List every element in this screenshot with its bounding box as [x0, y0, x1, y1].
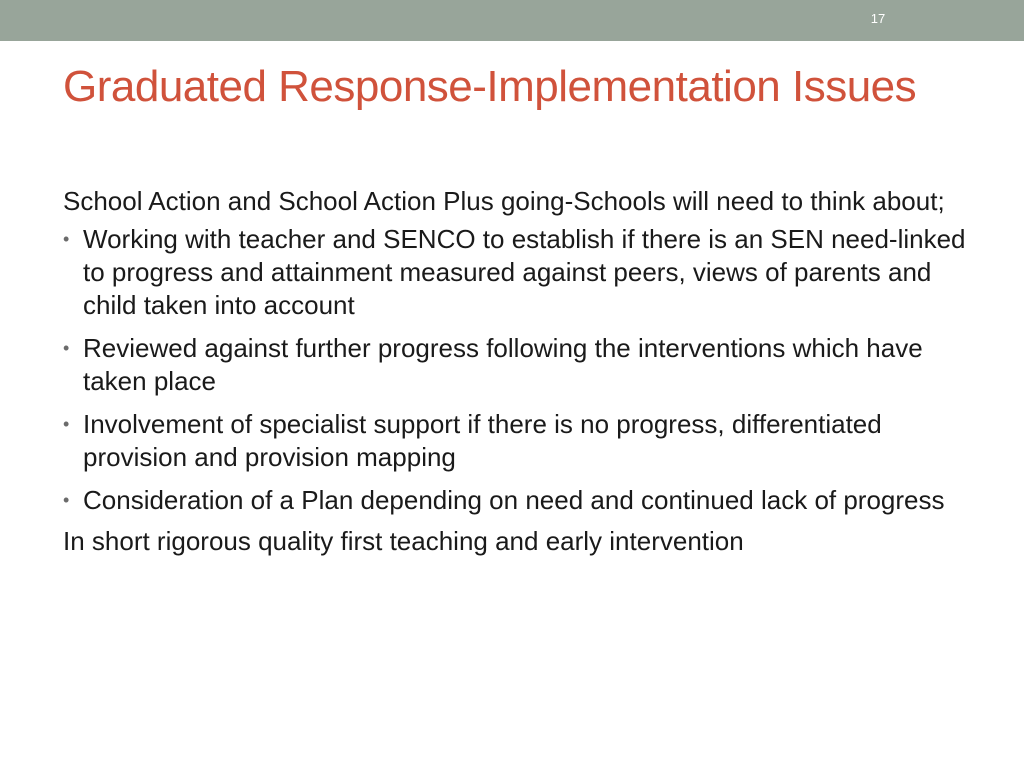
bullet-icon: •	[63, 338, 70, 358]
bullet-list	[63, 223, 983, 517]
slide-body	[63, 185, 983, 558]
slide-title: Graduated Response-Implementation Issues	[63, 62, 917, 111]
header-bar	[0, 0, 1024, 41]
list-item-text: Reviewed against further progress following the interventions which have taken place	[83, 333, 923, 396]
bullet-icon: •	[63, 229, 70, 249]
list-item-text: Working with teacher and SENCO to establish if there is an SEN need-linked to progress and attainment measured against peers, views of parents and child taken into account	[83, 224, 966, 320]
bullet-icon: •	[63, 490, 70, 510]
list-item	[63, 332, 983, 398]
intro-text: School Action and School Action Plus going-Schools will need to think about;	[63, 186, 945, 216]
list-item-text: Involvement of specialist support if there is no progress, differentiated provision and provision mapping	[83, 409, 882, 472]
list-item	[63, 223, 983, 322]
list-item	[63, 408, 983, 474]
outro-text: In short rigorous quality first teaching and early intervention	[63, 526, 744, 556]
slide-number: 17	[870, 11, 886, 26]
list-item	[63, 484, 983, 517]
list-item-text: Consideration of a Plan depending on need and continued lack of progress	[83, 485, 945, 515]
bullet-icon: •	[63, 414, 70, 434]
